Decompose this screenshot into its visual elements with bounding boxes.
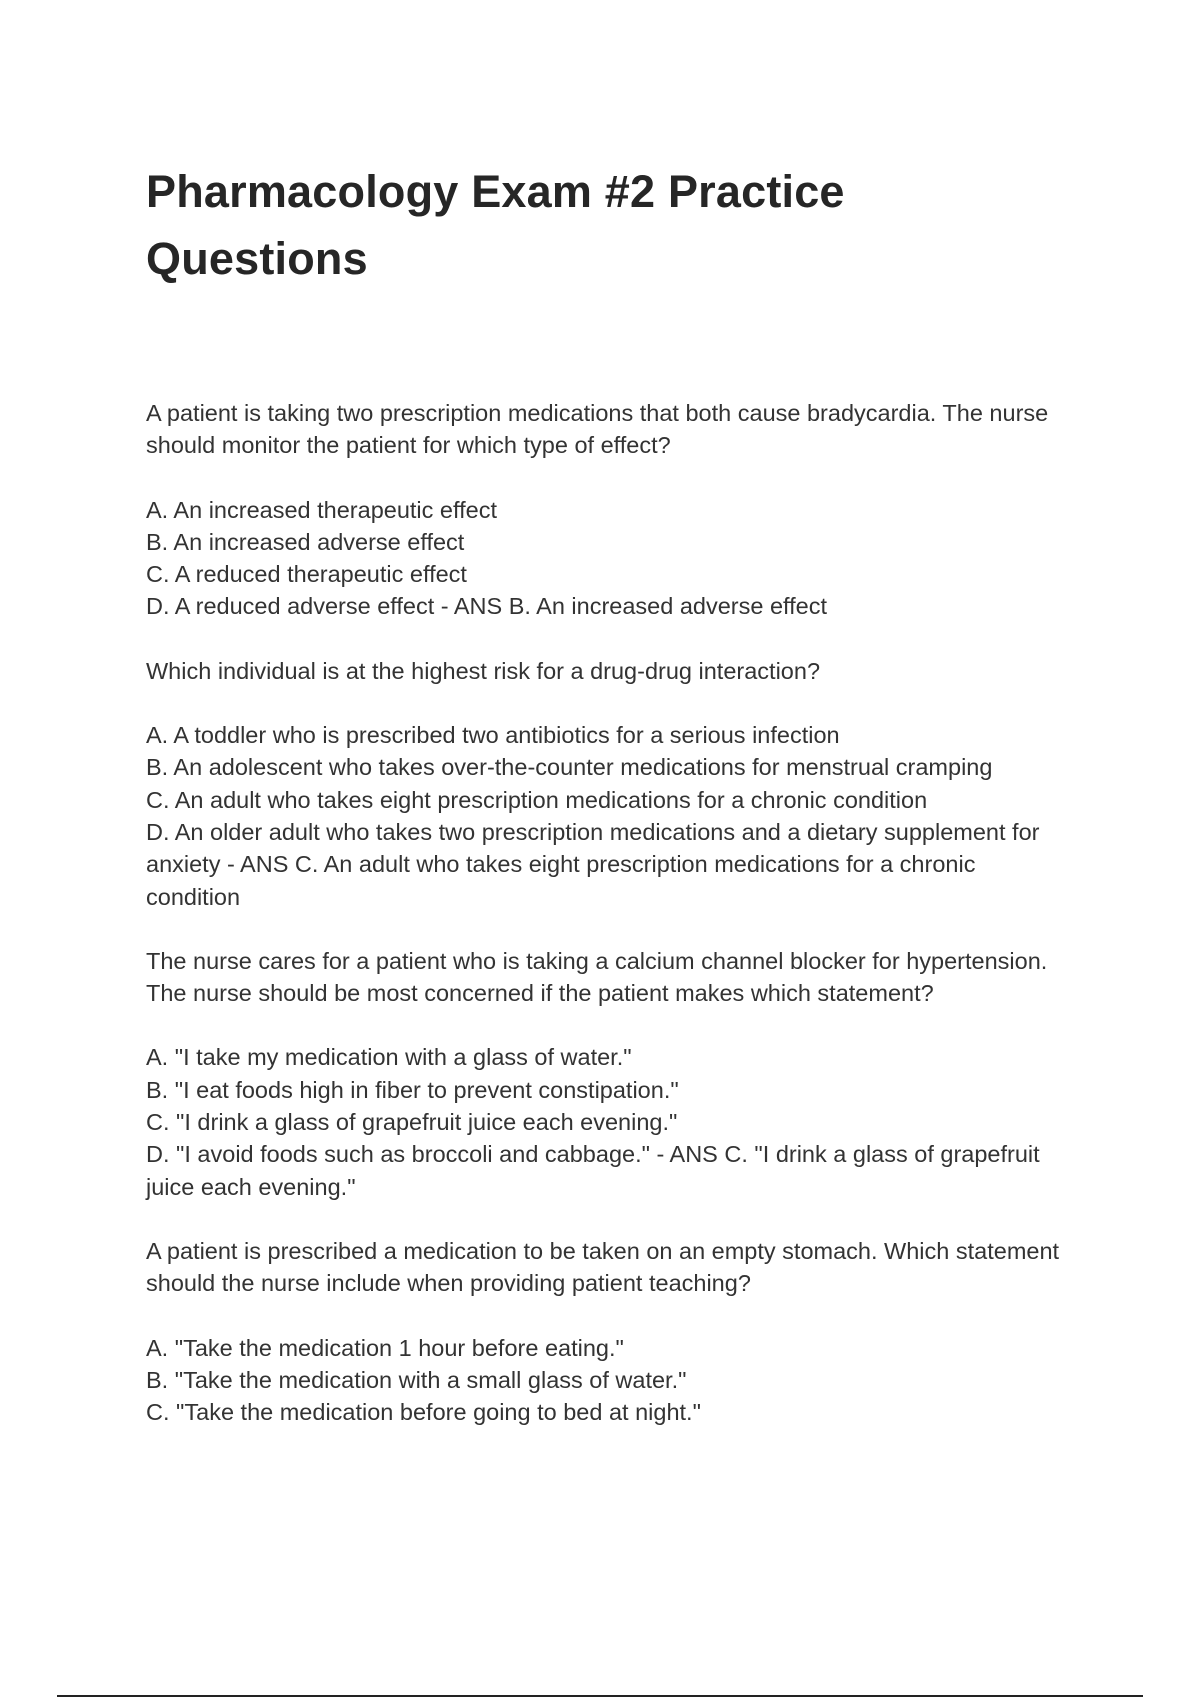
stem-line: The nurse cares for a patient who is taking a calcium channel blocker for hypertension.	[146, 947, 1048, 974]
option-line: C. An adult who takes eight prescription medications for a chronic condition	[146, 786, 928, 813]
option-line: C. "I drink a glass of grapefruit juice each evening."	[146, 1109, 678, 1136]
question-1	[146, 397, 1106, 623]
stem-line: should the nurse include when providing patient teaching?	[146, 1270, 751, 1297]
option-line: C. A reduced therapeutic effect	[146, 561, 467, 588]
option-line: D. A reduced adverse effect - ANS B. An increased adverse effect	[146, 593, 828, 620]
option-line: B. An increased adverse effect	[146, 528, 465, 555]
spacer	[146, 462, 1106, 494]
question-3	[146, 945, 1106, 1203]
question-options	[146, 1041, 1106, 1202]
option-line: D. An older adult who takes two prescription medications and a dietary supplement for	[146, 818, 1040, 845]
question-stem	[146, 397, 1106, 462]
stem-line: A patient is taking two prescription medications that both cause bradycardia. The nurse	[146, 400, 1049, 426]
question-options	[146, 719, 1106, 913]
question-2	[146, 655, 1106, 913]
option-line: A. "I take my medication with a glass of water."	[146, 1044, 632, 1071]
document-title	[146, 158, 845, 292]
question-4	[146, 1235, 1106, 1428]
page-bottom-rule	[57, 1695, 1143, 1697]
question-options	[146, 1332, 1106, 1429]
stem-line: should monitor the patient for which type of effect?	[146, 432, 671, 459]
option-line: juice each evening."	[146, 1173, 356, 1200]
option-line: B. "I eat foods high in fiber to prevent constipation."	[146, 1076, 679, 1103]
question-list	[146, 397, 1106, 1428]
spacer	[146, 687, 1106, 719]
title-line: Questions	[146, 233, 368, 284]
question-stem	[146, 1235, 1106, 1300]
title-line: Pharmacology Exam #2 Practice	[146, 166, 845, 217]
question-stem	[146, 655, 1106, 687]
option-line: B. "Take the medication with a small glass of water."	[146, 1366, 687, 1393]
option-line: anxiety - ANS C. An adult who takes eight prescription medications for a chronic	[146, 851, 976, 878]
question-options	[146, 494, 1106, 623]
option-line: A. An increased therapeutic effect	[146, 496, 497, 523]
stem-line: A patient is prescribed a medication to be taken on an empty stomach. Which statement	[146, 1237, 1060, 1264]
stem-line: The nurse should be most concerned if the patient makes which statement?	[146, 980, 934, 1007]
option-line: C. "Take the medication before going to bed at night."	[146, 1399, 701, 1426]
spacer	[146, 1300, 1106, 1332]
spacer	[146, 1203, 1106, 1235]
question-stem	[146, 945, 1106, 1010]
option-line: A. A toddler who is prescribed two antibiotics for a serious infection	[146, 722, 840, 749]
option-line: B. An adolescent who takes over-the-counter medications for menstrual cramping	[146, 754, 993, 781]
spacer	[146, 1009, 1106, 1041]
spacer	[146, 913, 1106, 945]
option-line: condition	[146, 883, 241, 910]
stem-line: Which individual is at the highest risk for a drug-drug interaction?	[146, 657, 821, 684]
option-line: A. "Take the medication 1 hour before eating."	[146, 1334, 624, 1361]
spacer	[146, 623, 1106, 655]
option-line: D. "I avoid foods such as broccoli and cabbage." - ANS C. "I drink a glass of grapefruit	[146, 1141, 1040, 1168]
